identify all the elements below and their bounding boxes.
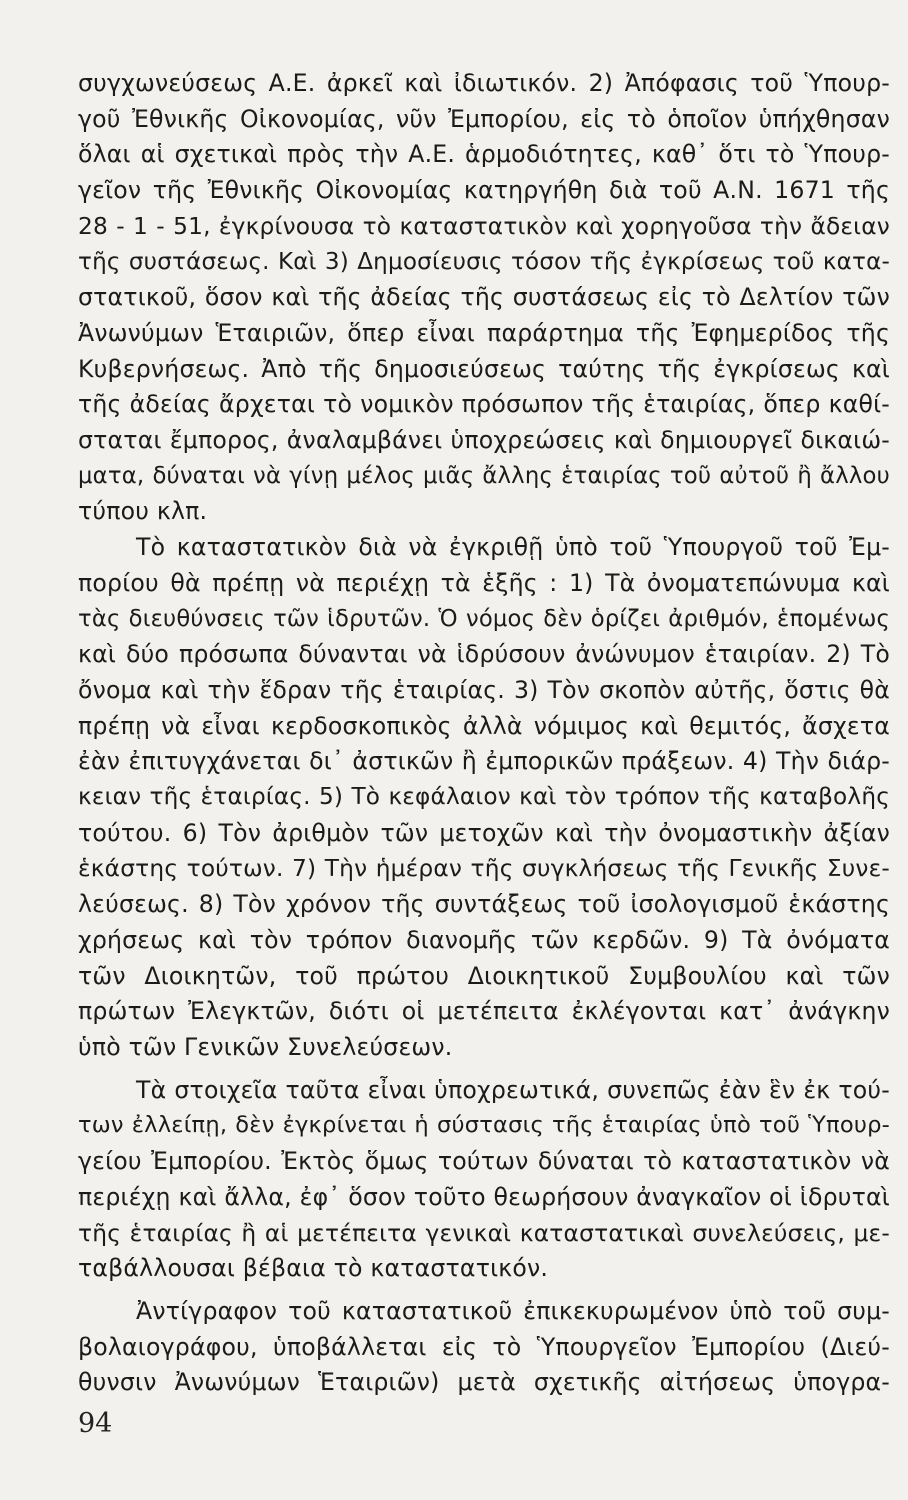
text-line: λεύσεως. 8) Τὸν χρόνον τῆς συντάξεως τοῦ ἰσολογισμοῦ ἑκάστης: [78, 890, 890, 919]
text-line: τῆς ἀδείας ἄρχεται τὸ νομικὸν πρόσωπον τῆς ἑταιρίας, ὅπερ καθί-: [78, 390, 890, 419]
text-line: τῆς συστάσεως. Καὶ 3) Δημοσίευσις τόσον τῆς ἐγκρίσεως τοῦ κατα-: [78, 248, 890, 275]
paragraph-4: [78, 1294, 890, 1401]
text-line: τῶν Διοικητῶν, τοῦ πρώτου Διοικητικοῦ Συμβουλίου καὶ τῶν: [78, 961, 890, 990]
text-line: Τὸ καταστατικὸν διὰ νὰ ἐγκριθῇ ὑπὸ τοῦ Ὑπουργοῦ τοῦ Ἐμ-: [136, 533, 890, 562]
text-line: ὑπὸ τῶν Γενικῶν Συνελεύσεων.: [78, 1032, 453, 1061]
text-line: θυνσιν Ἀνωνύμων Ἑταιριῶν) μετὰ σχετικῆς αἰτήσεως ὑπογρα-: [78, 1368, 890, 1397]
text-line: στατικοῦ, ὅσον καὶ τῆς ἀδείας τῆς συστάσεως εἰς τὸ Δελτίον τῶν: [78, 283, 890, 312]
text-line: γεῖον τῆς Ἐθνικῆς Οἰκονομίας κατηργήθη διὰ τοῦ Α.Ν. 1671 τῆς: [78, 176, 890, 205]
text-line: πορίου θὰ πρέπῃ νὰ περιέχῃ τὰ ἑξῆς : 1) Τὰ ὀνοματεπώνυμα καὶ: [78, 568, 890, 597]
text-line: τὰς διευθύνσεις τῶν ἱδρυτῶν. Ὁ νόμος δὲν ὁρίζει ἀριθμόν, ἑπομένως: [78, 605, 890, 632]
text-line: τούτου. 6) Τὸν ἀριθμὸν τῶν μετοχῶν καὶ τὴν ὀνομαστικὴν ἀξίαν: [78, 818, 890, 847]
text-line: πρέπῃ νὰ εἶναι κερδοσκοπικὸς ἀλλὰ νόμιμος καὶ θεμιτός, ἄσχετα: [78, 711, 890, 740]
text-line: τύπου κλπ.: [78, 497, 208, 526]
text-line: γοῦ Ἐθνικῆς Οἰκονομίας, νῦν Ἐμπορίου, εἰς τὸ ὁποῖον ὑπήχθησαν: [78, 104, 890, 133]
text-line: περιέχῃ καὶ ἄλλα, ἐφ᾽ ὅσον τοῦτο θεωρήσουν ἀναγκαῖον οἱ ἱδρυταὶ: [78, 1182, 890, 1211]
text-line: ὅλαι αἱ σχετικαὶ πρὸς τὴν Α.Ε. ἁρμοδιότητες, καθ᾽ ὅτι τὸ Ὑπουρ-: [78, 140, 890, 169]
body-text: [78, 66, 890, 1408]
paragraph-1: [78, 66, 890, 530]
text-line: των ἐλλείπῃ, δὲν ἐγκρίνεται ἡ σύστασις τῆς ἑταιρίας ὑπὸ τοῦ Ὑπουρ-: [78, 1112, 890, 1139]
text-line: καὶ δύο πρόσωπα δύνανται νὰ ἱδρύσουν ἀνώνυμον ἑταιρίαν. 2) Τὸ: [78, 640, 890, 669]
paragraph-3: [78, 1073, 890, 1287]
text-line: 28 - 1 - 51, ἐγκρίνουσα τὸ καταστατικὸν καὶ χορηγοῦσα τὴν ἄδειαν: [78, 212, 890, 240]
text-line: κειαν τῆς ἑταιρίας. 5) Τὸ κεφάλαιον καὶ τὸν τρόπον τῆς καταβολῆς: [78, 784, 890, 811]
text-line: ματα, δύναται νὰ γίνῃ μέλος μιᾶς ἄλλης ἑταιρίας τοῦ αὐτοῦ ἢ ἄλλου: [78, 462, 890, 489]
text-line: σταται ἔμπορος, ἀναλαμβάνει ὑποχρεώσεις καὶ δημιουργεῖ δικαιώ-: [78, 426, 890, 455]
text-line: ὄνομα καὶ τὴν ἕδραν τῆς ἑταιρίας. 3) Τὸν σκοπὸν αὐτῆς, ὅστις θὰ: [78, 675, 890, 704]
paragraph-2: [78, 530, 890, 1066]
page-number: 94: [78, 1408, 113, 1439]
text-line: Ἀντίγραφον τοῦ καταστατικοῦ ἐπικεκυρωμένον ὑπὸ τοῦ συμ-: [136, 1296, 890, 1325]
text-line: Τὰ στοιχεῖα ταῦτα εἶναι ὑποχρεωτικά, συνεπῶς ἐὰν ἓν ἐκ τού-: [136, 1075, 890, 1104]
text-line: χρήσεως καὶ τὸν τρόπον διανομῆς τῶν κερδῶν. 9) Τὰ ὀνόματα: [78, 925, 890, 954]
text-line: γείου Ἐμπορίου. Ἐκτὸς ὅμως τούτων δύναται τὸ καταστατικὸν νὰ: [78, 1147, 890, 1176]
text-line: ἑκάστης τούτων. 7) Τὴν ἡμέραν τῆς συγκλήσεως τῆς Γενικῆς Συνε-: [78, 855, 890, 883]
text-line: βολαιογράφου, ὑποβάλλεται εἰς τὸ Ὑπουργεῖον Ἐμπορίου (Διεύ-: [78, 1332, 890, 1361]
text-line: συγχωνεύσεως Α.Ε. ἀρκεῖ καὶ ἰδιωτικόν. 2) Ἀπόφασις τοῦ Ὑπουρ-: [78, 69, 890, 97]
text-line: Ἀνωνύμων Ἑταιριῶν, ὅπερ εἶναι παράρτημα τῆς Ἐφημερίδος τῆς: [78, 318, 890, 347]
text-line: Κυβερνήσεως. Ἀπὸ τῆς δημοσιεύσεως ταύτης τῆς ἐγκρίσεως καὶ: [78, 354, 890, 383]
text-line: πρώτων Ἐλεγκτῶν, διότι οἱ μετέπειτα ἐκλέγονται κατ᾽ ἀνάγκην: [78, 997, 890, 1026]
text-line: τῆς ἑταιρίας ἢ αἱ μετέπειτα γενικαὶ καταστατικαὶ συνελεύσεις, με-: [78, 1218, 890, 1247]
text-line: ἐὰν ἐπιτυγχάνεται δι᾽ ἀστικῶν ἢ ἐμπορικῶν πράξεων. 4) Τὴν διάρ-: [78, 747, 890, 776]
text-line: ταβάλλουσαι βέβαια τὸ καταστατικόν.: [78, 1254, 549, 1283]
